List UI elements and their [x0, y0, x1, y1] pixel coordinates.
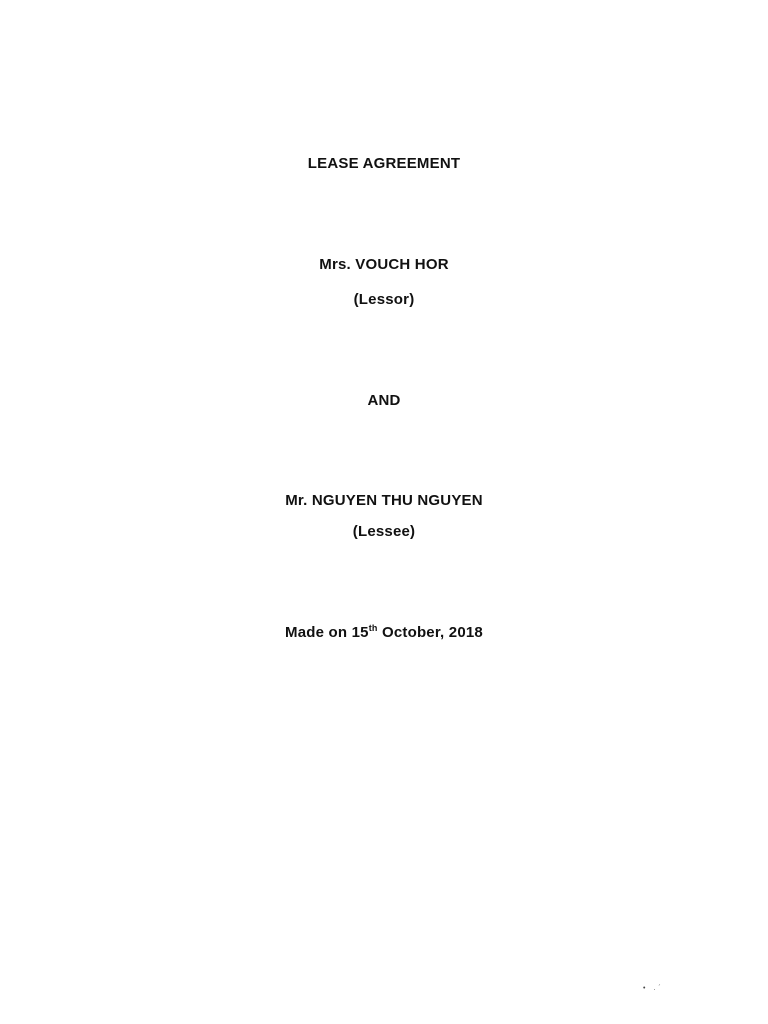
lessor-role: (Lessor) [353, 291, 415, 308]
lessee-name: Mr. NGUYEN THU NGUYEN [285, 492, 483, 509]
lessor-name: Mrs. VOUCH HOR [319, 256, 449, 273]
conjunction-and: AND [367, 392, 401, 409]
document-title: LEASE AGREEMENT [307, 155, 461, 172]
date-ordinal-suffix: th [368, 623, 378, 633]
lessee-role: (Lessee) [352, 523, 416, 540]
date-rest: October, 2018 [377, 624, 483, 641]
date-prefix: Made on 15 [285, 624, 369, 641]
footer-mark: • .´ [643, 985, 664, 992]
agreement-date [0, 624, 768, 641]
